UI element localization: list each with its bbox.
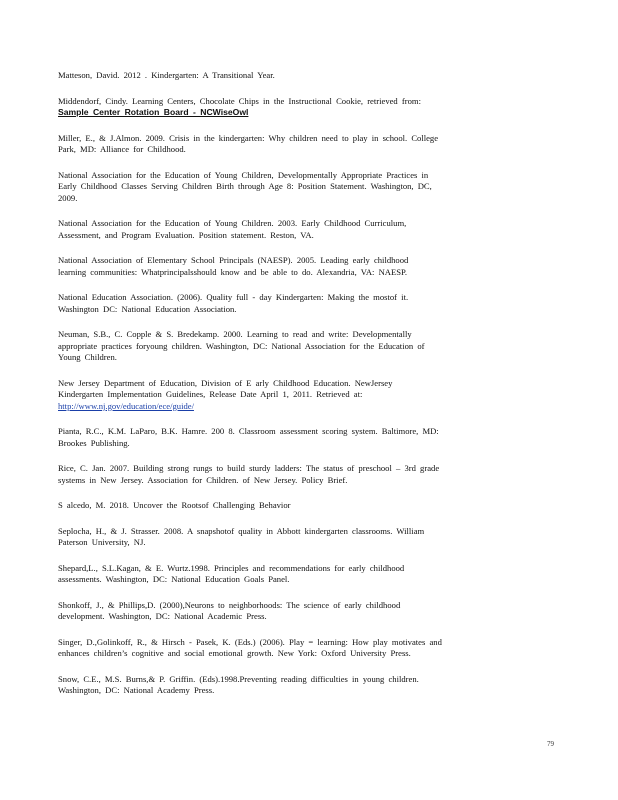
reference-line: Kindergarten Implementation Guidelines, Release Date April 1, 2011. Retrieved at: [58,389,363,399]
reference-line: National Education Association. (2006). Quality full - day Kindergarten: Making the mostof it. [58,292,409,302]
reference-line: Snow, C.E., M.S. Burns,& P. Griffin. (Eds).1998.Preventing reading difficulties in young children. [58,673,419,684]
reference-url-link[interactable]: http://www.nj.gov/education/ece/guide/ [58,400,194,411]
reference-line: National Association for the Education of Young Children, Developmentally Appropriate Practices in [58,169,429,180]
reference-entry [58,526,542,549]
reference-line: appropriate practices foryoung children. Washington, DC: National Association for the Education of [58,340,425,351]
reference-entry [58,637,542,660]
reference-line: learning communities: Whatprincipalsshould know and be able to do. Alexandria, VA: NAESP. [58,266,407,277]
reference-entry [58,500,542,512]
reference-line: Singer, D.,Golinkoff, R., & Hirsch - Pasek, K. (Eds.) (2006). Play = learning: How play motivates and [58,636,442,647]
reference-line: Washington DC: National Education Association. [58,303,237,314]
reference-line: Rice, C. Jan. 2007. Building strong rungs to build sturdy ladders: The status of preschool – 3rd grade [58,463,440,473]
reference-line [58,401,542,413]
reference-line: systems in New Jersey. Association for Children. of New Jersey. Policy Brief. [58,474,348,485]
reference-line: Miller, E., & J.Almon. 2009. Crisis in the kindergarten: Why children need to play in school. College [58,132,439,143]
page-number: 79 [547,740,554,748]
reference-line: Seplocha, H., & J. Strasser. 2008. A snapshotof quality in Abbott kindergarten classrooms. William [58,525,425,536]
reference-line: National Association of Elementary School Principals (NAESP). 2005. Leading early childhood [58,255,409,265]
reference-line: Brookes Publishing. [58,437,130,448]
reference-entry [58,674,542,697]
reference-line: Pianta, R.C., K.M. LaParo, B.K. Hamre. 200 8. Classroom assessment scoring system. Baltimore, MD: [58,426,439,436]
reference-line: Middendorf, Cindy. Learning Centers, Chocolate Chips in the Instructional Cookie, retrieved from: [58,95,421,106]
reference-entry [58,218,542,241]
reference-line: development. Washington, DC: National Academic Press. [58,611,267,621]
reference-line: Paterson University, NJ. [58,537,146,547]
reference-entry [58,378,542,413]
reference-line: S alcedo, M. 2018. Uncover the Rootsof Challenging Behavior [58,500,291,510]
reference-link[interactable]: Sample Center Rotation Board - NCWiseOwl [58,107,249,117]
reference-line: Shonkoff, J., & Phillips,D. (2000),Neurons to neighborhoods: The science of early childhood [58,599,401,610]
reference-entry [58,170,542,205]
reference-list [58,70,542,711]
reference-line: Assessment, and Program Evaluation. Position statement. Reston, VA. [58,229,314,240]
reference-line: enhances children’s cognitive and social emotional growth. New York: Oxford University Press. [58,648,411,658]
reference-entry [58,600,542,623]
reference-line: National Association for the Education of Young Children. 2003. Early Childhood Curriculum, [58,218,407,228]
reference-line: Neuman, S.B., C. Copple & S. Bredekamp. 2000. Learning to read and write: Developmentally [58,329,412,339]
reference-entry [58,329,542,364]
reference-line: Matteson, David. 2012 . Kindergarten: A Transitional Year. [58,70,275,80]
reference-entry [58,255,542,278]
reference-line: Early Childhood Classes Serving Children Birth through Age 8: Position Statement. Washington, DC, [58,181,432,191]
reference-line: New Jersey Department of Education, Division of E arly Childhood Education. NewJersey [58,377,393,388]
reference-line: 2009. [58,192,78,203]
reference-line: assessments. Washington, DC: National Education Goals Panel. [58,574,290,584]
reference-entry [58,463,542,486]
reference-entry [58,70,542,82]
reference-line [58,107,542,119]
reference-line: Shepard,L., S.L.Kagan, & E. Wurtz.1998. Principles and recommendations for early childhood [58,562,405,573]
reference-entry [58,96,542,119]
reference-entry [58,133,542,156]
reference-line: Young Children. [58,352,117,362]
reference-line: Washington, DC: National Academy Press. [58,685,215,695]
reference-entry [58,563,542,586]
reference-entry [58,292,542,315]
reference-line: Park, MD: Alliance for Childhood. [58,144,186,154]
reference-entry [58,426,542,449]
